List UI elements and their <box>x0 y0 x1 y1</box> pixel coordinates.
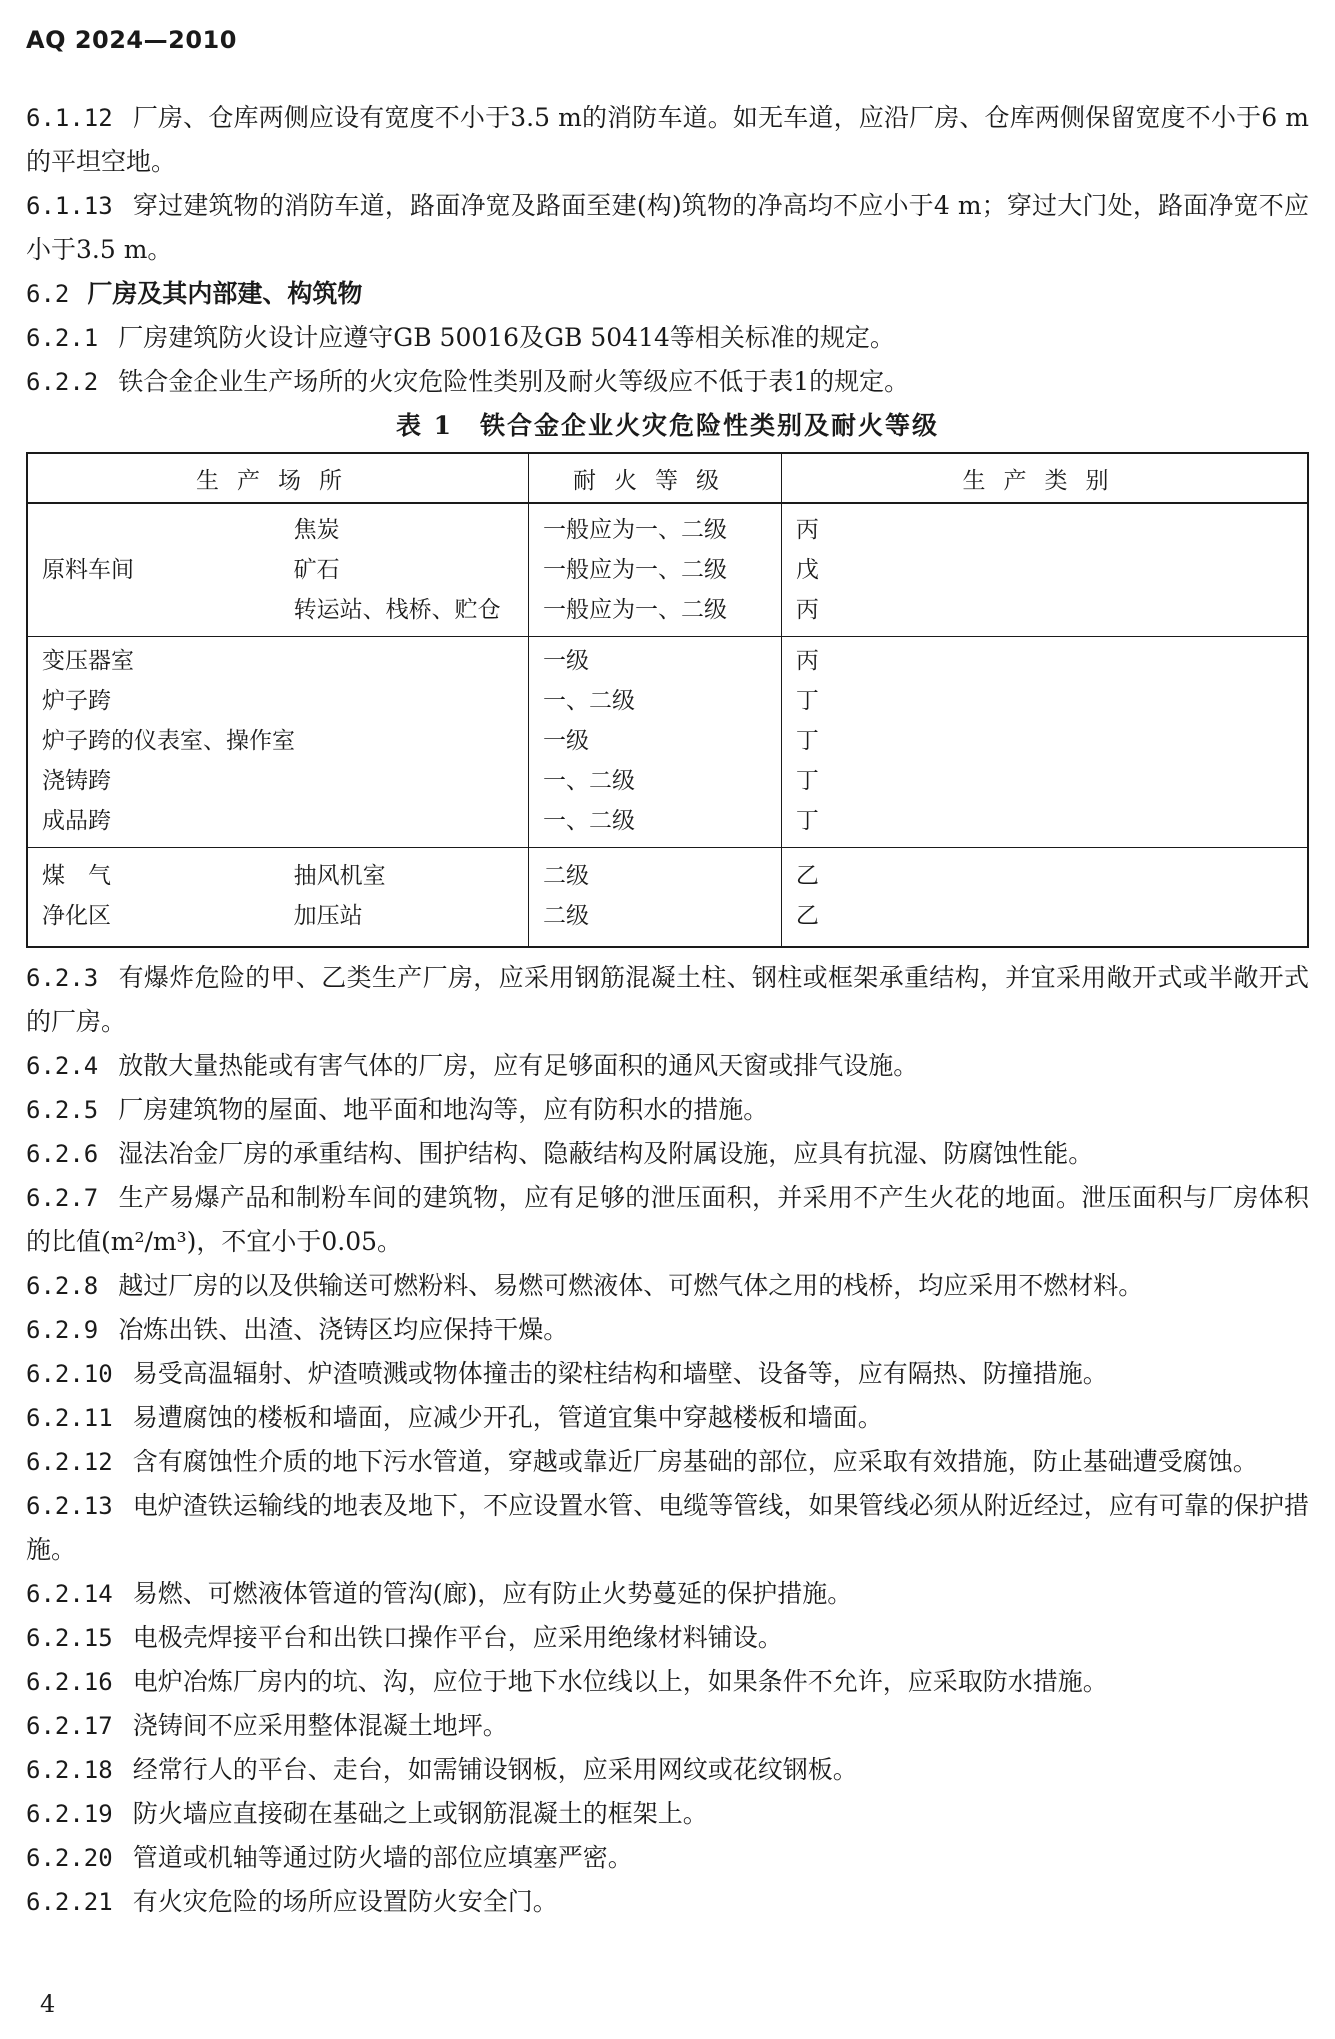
clause-number: 6.2.18 <box>26 1756 113 1784</box>
clause-text: 冶炼出铁、出渣、浇铸区均应保持干燥。 <box>118 1315 569 1344</box>
clause <box>26 184 1309 272</box>
clause-number: 6.2.17 <box>26 1712 113 1740</box>
table-group-raw-material <box>27 503 1308 637</box>
clause-text: 厂房建筑物的屋面、地平面和地沟等，应有防积水的措施。 <box>118 1095 769 1124</box>
clause-text: 易燃、可燃液体管道的管沟(廊)，应有防止火势蔓延的保护措施。 <box>132 1579 853 1608</box>
clause-number: 6.2.5 <box>26 1096 99 1124</box>
fire-rating: 一般应为一、二级 <box>543 597 728 623</box>
sub-place: 矿石 <box>293 557 340 583</box>
clause-text: 放散大量热能或有害气体的厂房，应有足够面积的通风天窗或排气设施。 <box>118 1051 919 1080</box>
clause <box>26 1572 1309 1616</box>
table-cell <box>27 503 280 637</box>
clause-number: 6.2.8 <box>26 1272 99 1300</box>
clause <box>26 1044 1309 1088</box>
clause <box>26 1440 1309 1484</box>
category: 丁 <box>795 768 819 794</box>
page-number: 4 <box>40 1990 56 2018</box>
clause-number: 6.2.4 <box>26 1052 99 1080</box>
clause <box>26 1088 1309 1132</box>
table-cell <box>27 848 280 948</box>
table-group-gas-cleaning <box>27 848 1308 948</box>
clause <box>26 956 1309 1044</box>
clause <box>26 1264 1309 1308</box>
clause-number: 6.2.3 <box>26 964 99 992</box>
section-title: 厂房及其内部建、构筑物 <box>87 279 363 308</box>
place: 炉子跨的仪表室、操作室 <box>42 728 295 754</box>
clause-number: 6.2.11 <box>26 1404 113 1432</box>
fire-rating: 一般应为一、二级 <box>543 557 728 583</box>
clause-number: 6.1.13 <box>26 192 113 220</box>
clause <box>26 1880 1309 1924</box>
category: 戊 <box>795 557 819 583</box>
fire-rating: 一般应为一、二级 <box>543 517 728 543</box>
clause <box>26 1352 1309 1396</box>
category: 丙 <box>795 648 819 674</box>
clause-number: 6.2.15 <box>26 1624 113 1652</box>
clause-text: 易遭腐蚀的楼板和墙面，应减少开孔，管道宜集中穿越楼板和墙面。 <box>132 1403 883 1432</box>
clause <box>26 1836 1309 1880</box>
clause-number: 6.2.9 <box>26 1316 99 1344</box>
fire-rating-table <box>26 452 1309 948</box>
clause <box>26 1176 1309 1264</box>
clause-text: 铁合金企业生产场所的火灾危险性类别及耐火等级应不低于表1的规定。 <box>118 367 910 396</box>
table-group-production <box>27 637 1308 848</box>
clause-text: 厂房建筑防火设计应遵守GB 50016及GB 50414等相关标准的规定。 <box>118 323 895 352</box>
clause-number: 6.2.19 <box>26 1800 113 1828</box>
category: 丁 <box>795 688 819 714</box>
place: 成品跨 <box>42 808 111 834</box>
clause-text: 电炉冶炼厂房内的坑、沟，应位于地下水位线以上，如果条件不允许，应采取防水措施。 <box>132 1667 1108 1696</box>
clause-list <box>26 956 1309 1924</box>
clause-text: 易受高温辐射、炉渣喷溅或物体撞击的梁柱结构和墙壁、设备等，应有隔热、防撞措施。 <box>132 1359 1108 1388</box>
section-heading <box>26 272 1309 316</box>
clause <box>26 1748 1309 1792</box>
table-cell <box>781 637 1308 848</box>
category: 丁 <box>795 808 819 834</box>
place: 变压器室 <box>42 648 134 674</box>
table-cell <box>280 848 529 948</box>
clause <box>26 1132 1309 1176</box>
fire-rating: 一、二级 <box>543 768 636 794</box>
fire-rating: 一、二级 <box>543 688 636 714</box>
table-cell <box>781 848 1308 948</box>
table-cell <box>280 503 529 637</box>
fire-rating: 一、二级 <box>543 808 636 834</box>
table-cell <box>27 637 529 848</box>
clause-number: 6.2.21 <box>26 1888 113 1916</box>
clause-text: 越过厂房的以及供输送可燃粉料、易燃可燃液体、可燃气体之用的栈桥，均应采用不燃材料。 <box>118 1271 1144 1300</box>
clause-number: 6.1.12 <box>26 104 113 132</box>
clause-text: 防火墙应直接砌在基础之上或钢筋混凝土的框架上。 <box>132 1799 708 1828</box>
group-label: 净化区 <box>42 903 111 929</box>
clause-text: 电炉渣铁运输线的地表及地下，不应设置水管、电缆等管线，如果管线必须从附近经过，应有可靠的保护措施。 <box>26 1491 1309 1564</box>
clause-text: 有爆炸危险的甲、乙类生产厂房，应采用钢筋混凝土柱、钢柱或框架承重结构，并宜采用敞开式或半敞开式的厂房。 <box>26 963 1309 1036</box>
sub-place: 焦炭 <box>293 517 340 543</box>
clause-text: 电极壳焊接平台和出铁口操作平台，应采用绝缘材料铺设。 <box>132 1623 783 1652</box>
category: 丙 <box>795 517 819 543</box>
clause-number: 6.2.10 <box>26 1360 113 1388</box>
category: 乙 <box>795 863 819 889</box>
document-code: AQ 2024—2010 <box>26 26 237 54</box>
clause-number: 6.2.1 <box>26 324 99 352</box>
table-cell <box>529 503 782 637</box>
clause <box>26 1704 1309 1748</box>
clause-text: 含有腐蚀性介质的地下污水管道，穿越或靠近厂房基础的部位，应采取有效措施，防止基础遭受腐蚀。 <box>132 1447 1258 1476</box>
clause-text: 经常行人的平台、走台，如需铺设钢板，应采用网纹或花纹钢板。 <box>132 1755 858 1784</box>
clause <box>26 1484 1309 1572</box>
place: 炉子跨 <box>42 688 111 714</box>
place: 浇铸跨 <box>42 768 111 794</box>
header-place: 生产场所 <box>27 453 529 503</box>
clause-text: 穿过建筑物的消防车道，路面净宽及路面至建(构)筑物的净高均不应小于4 m；穿过大门处，路面净宽不应小于3.5 m。 <box>26 191 1309 264</box>
clause-text: 有火灾危险的场所应设置防火安全门。 <box>132 1887 558 1916</box>
sub-place: 加压站 <box>293 903 363 929</box>
table-title: 表 1 铁合金企业火灾危险性类别及耐火等级 <box>395 411 940 440</box>
clause <box>26 1660 1309 1704</box>
header-category: 生产类别 <box>781 453 1308 503</box>
clause-number: 6.2.7 <box>26 1184 99 1212</box>
clause-number: 6.2.6 <box>26 1140 99 1168</box>
clause <box>26 316 1309 360</box>
group-label: 煤 气 <box>42 863 111 889</box>
page-content <box>26 96 1309 1924</box>
clause-text: 浇铸间不应采用整体混凝土地坪。 <box>132 1711 508 1740</box>
clause-number: 6.2.12 <box>26 1448 113 1476</box>
group-label: 原料车间 <box>42 557 134 583</box>
clause <box>26 1616 1309 1660</box>
clause <box>26 1792 1309 1836</box>
clause-number: 6.2.16 <box>26 1668 113 1696</box>
clause-number: 6.2.20 <box>26 1844 113 1872</box>
clause-number: 6.2.2 <box>26 368 99 396</box>
clause-text: 生产易爆产品和制粉车间的建筑物，应有足够的泄压面积，并采用不产生火花的地面。泄压面积与厂房体积的比值(m²/m³)，不宜小于0.05。 <box>26 1183 1309 1256</box>
table-header-row <box>27 453 1308 503</box>
clause <box>26 360 1309 404</box>
fire-rating: 二级 <box>543 863 590 889</box>
clause-text: 厂房、仓库两侧应设有宽度不小于3.5 m的消防车道。如无车道，应沿厂房、仓库两侧保留宽度不小于6 m的平坦空地。 <box>26 103 1309 176</box>
fire-rating: 二级 <box>543 903 590 929</box>
clause <box>26 96 1309 184</box>
category: 乙 <box>795 903 819 929</box>
fire-rating: 一级 <box>543 728 590 754</box>
clause-text: 湿法冶金厂房的承重结构、围护结构、隐蔽结构及附属设施，应具有抗湿、防腐蚀性能。 <box>118 1139 1094 1168</box>
category: 丁 <box>795 728 819 754</box>
section-number: 6.2 <box>26 280 70 308</box>
category: 丙 <box>795 597 819 623</box>
clause-text: 管道或机轴等通过防火墙的部位应填塞严密。 <box>132 1843 633 1872</box>
clause-number: 6.2.13 <box>26 1492 113 1520</box>
header-fire-rating: 耐火等级 <box>529 453 782 503</box>
fire-rating: 一级 <box>543 648 590 674</box>
table-cell <box>781 503 1308 637</box>
sub-place: 转运站、栈桥、贮仓 <box>293 597 501 623</box>
table-cell <box>529 637 782 848</box>
clause-number: 6.2.14 <box>26 1580 113 1608</box>
clause <box>26 1308 1309 1352</box>
sub-place: 抽风机室 <box>293 863 386 889</box>
clause <box>26 1396 1309 1440</box>
table-cell <box>529 848 782 948</box>
